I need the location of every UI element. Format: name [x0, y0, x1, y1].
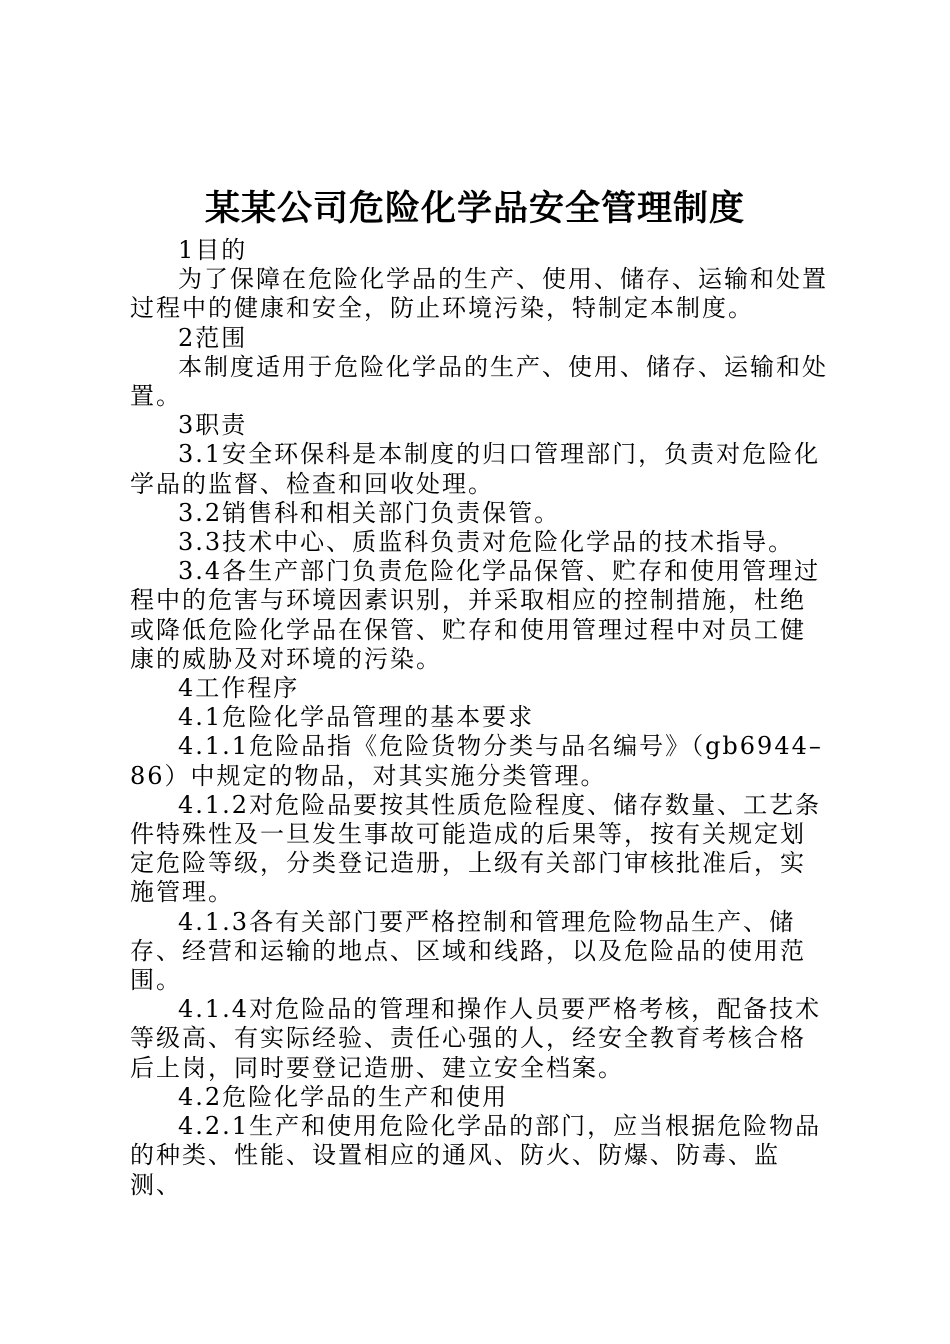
section-heading-procedure: 4工作程序	[178, 674, 300, 703]
section-heading-scope: 2范围	[178, 323, 248, 352]
document-body	[130, 236, 830, 1200]
paragraph-3-3: 3.3技术中心、质监科负责对危险化学品的技术指导。	[178, 528, 795, 557]
paragraph-scope: 本制度适用于危险化学品的生产、使用、储存、运输和处置。	[130, 352, 828, 411]
paragraph-4-1-2: 4.1.2对危险品要按其性质危险程度、储存数量、工艺条件特殊性及一旦发生事故可能造成的后果等，按有关规定划定危险等级，分类登记造册，上级有关部门审核批准后，实施管理。	[130, 790, 822, 907]
subsection-heading-4-2: 4.2危险化学品的生产和使用	[178, 1082, 509, 1111]
section-heading-responsibilities: 3职责	[178, 411, 248, 440]
paragraph-4-1-3: 4.1.3各有关部门要严格控制和管理危险物品生产、储存、经营和运输的地点、区域和线路，以及危险品的使用范围。	[130, 907, 806, 995]
paragraph-4-2-1: 4.2.1生产和使用危险化学品的部门，应当根据危险物品的种类、性能、设置相应的通风、防火、防爆、防毒、监测、	[130, 1112, 822, 1199]
paragraph-4-1-1: 4.1.1危险品指《危险货物分类与品名编号》（gb6944–86）中规定的物品，对其实施分类管理。	[130, 732, 823, 790]
paragraph-purpose: 为了保障在危险化学品的生产、使用、储存、运输和处置过程中的健康和安全，防止环境污染，特制定本制度。	[130, 265, 828, 323]
document-title: 某某公司危险化学品安全管理制度	[204, 189, 745, 229]
paragraph-3-4: 3.4各生产部门负责危险化学品保管、贮存和使用管理过程中的危害与环境因素识别，并采取相应的控制措施，杜绝或降低危险化学品在保管、贮存和使用管理过程中对员工健康的威胁及对环境的污染。	[130, 557, 821, 673]
section-heading-purpose: 1目的	[178, 236, 248, 264]
subsection-heading-4-1: 4.1危险化学品管理的基本要求	[178, 703, 535, 732]
paragraph-4-1-4: 4.1.4对危险品的管理和操作人员要严格考核，配备技术等级高、有实际经验、责任心强的人，经安全教育考核合格后上岗，同时要登记造册、建立安全档案。	[130, 995, 822, 1082]
paragraph-3-2: 3.2销售科和相关部门负责保管。	[178, 498, 561, 527]
paragraph-3-1: 3.1安全环保科是本制度的归口管理部门，负责对危险化学品的监督、检查和回收处理。	[130, 440, 821, 498]
